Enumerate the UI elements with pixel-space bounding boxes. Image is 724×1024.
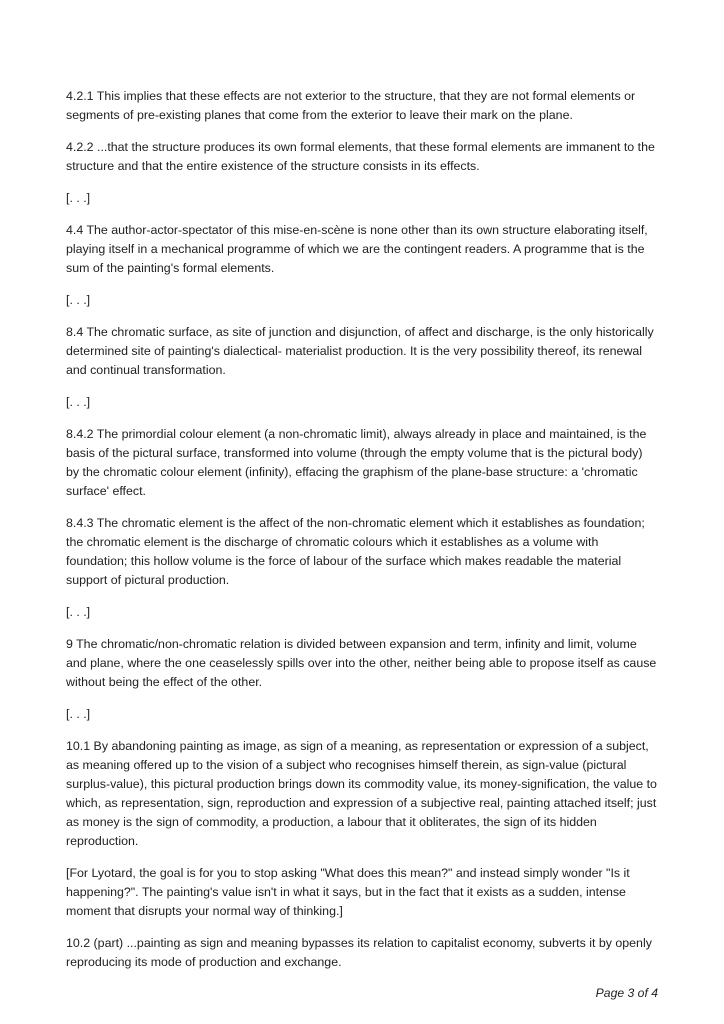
document-page: [66, 87, 658, 1001]
paragraph-9: 9 The chromatic/non-chromatic relation is divided between expansion and term, infinity and limit, volume and plane, where the one ceaselessly spills over into the other, neither being able to propose itself as cause without being the effect of the other.: [66, 637, 657, 689]
ellipsis-omission-5: [. . .]: [66, 707, 91, 721]
ellipsis-omission-1: [. . .]: [66, 191, 91, 205]
paragraph-8-4-3: 8.4.3 The chromatic element is the affect of the non-chromatic element which it establishes as foundation; the chromatic element is the discharge of chromatic colours which it establishes as a volume with foundation; this hollow volume is the force of labour of the surface which makes readable the material support of pictural production.: [66, 516, 645, 587]
ellipsis-omission-3: [. . .]: [66, 395, 91, 409]
paragraph-4-2-1: 4.2.1 This implies that these effects are not exterior to the structure, that they are not formal elements or segments of pre-existing planes that come from the exterior to leave their mark on the plane.: [66, 89, 636, 122]
paragraph-4-2-2: 4.2.2 ...that the structure produces its own formal elements, that these formal elements are immanent to the structure and that the entire existence of the structure consists in its effects.: [66, 140, 655, 173]
paragraph-10-2: 10.2 (part) ...painting as sign and meaning bypasses its relation to capitalist economy, subverts it by openly reproducing its mode of production and exchange.: [66, 936, 652, 969]
paragraph-4-4: 4.4 The author-actor-spectator of this mise-en-scène is none other than its own structure elaborating itself, playing itself in a mechanical programme of which we are the contingent readers. A programme that is the sum of the painting's formal elements.: [66, 223, 648, 275]
paragraph-lyotard-note: [For Lyotard, the goal is for you to stop asking "What does this mean?" and instead simply wonder "Is it happening?". The painting's value isn't in what it says, but in the fact that it exists as a sudden, intense moment that disrupts your normal way of thinking.]: [66, 866, 630, 918]
page-number-indicator: Page 3 of 4: [595, 986, 658, 1000]
paragraph-10-1: 10.1 By abandoning painting as image, as sign of a meaning, as representation or expression of a subject, as meaning offered up to the vision of a subject who recognises himself therein, as sign-value (pictural surplus-value), this pictural production brings down its commodity value, its money-signification, the value to which, as representation, sign, reproduction and expression of a subjective real, painting attached itself; just as money is the sign of commodity, a production, a labour that it obliterates, the sign of its hidden reproduction.: [66, 739, 657, 848]
paragraph-8-4: 8.4 The chromatic surface, as site of junction and disjunction, of affect and discharge, is the only historically determined site of painting's dialectical- materialist production. It is the very possibility thereof, its renewal and continual transformation.: [66, 325, 654, 377]
ellipsis-omission-2: [. . .]: [66, 293, 91, 307]
ellipsis-omission-4: [. . .]: [66, 605, 91, 619]
paragraph-8-4-2: 8.4.2 The primordial colour element (a non-chromatic limit), always already in place and maintained, is the basis of the pictural surface, transformed into volume (through the empty volume that is the pictural body) by the chromatic colour element (infinity), effacing the graphism of the plane-base structure: a 'chromatic surface' effect.: [66, 427, 647, 498]
